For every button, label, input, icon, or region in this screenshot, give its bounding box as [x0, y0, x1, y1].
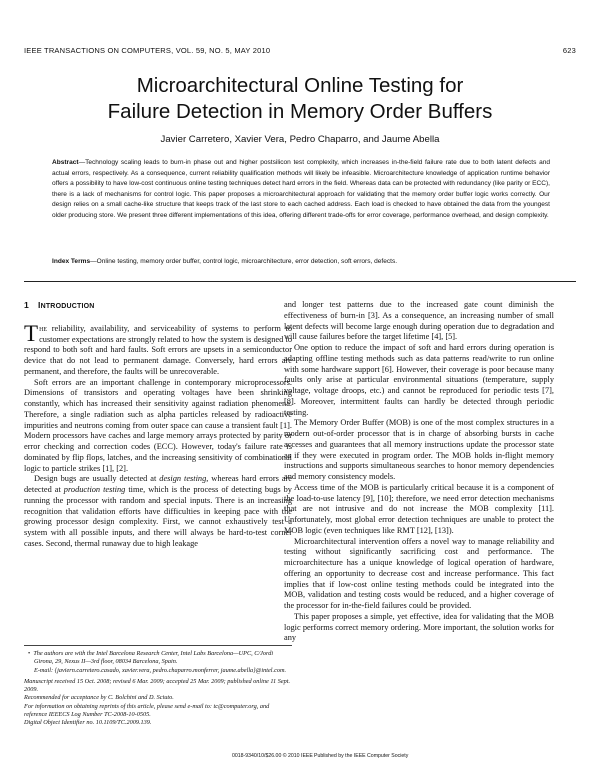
footnote-received — [24, 678, 292, 695]
footnote-recommended — [24, 694, 292, 702]
paper-title — [0, 73, 600, 125]
right-paragraph-3: The Memory Order Buffer (MOB) is one of the most complex structures in a modern out-of-order processor that is in charge of absorbing bursts in cache accesses and guarantees that all memory instructions update the processor state as if they were executed in program order. The MOB holds in-flight memory instructions and supports simultaneous searches to honor memory dependencies and memory consistency models. — [284, 418, 554, 481]
title-line-2: Failure Detection in Memory Order Buffers — [107, 100, 493, 123]
section-title-rest: NTRODUCTION — [40, 303, 95, 310]
p3-emphasis-design-testing: design testing — [159, 474, 207, 484]
index-terms-label: Index Terms — [52, 258, 91, 265]
recommended-text: Recommended for acceptance by C. Bolchini and D. Sciuto. — [24, 694, 174, 702]
bullet-icon: • — [28, 650, 31, 657]
abstract-label: Abstract — [52, 159, 79, 166]
affiliation-text: The authors are with the Intel Barcelona Research Center, Intel Labs Barcelona—UPC, C/Jordi Girona, 29, Nexus II—3rd floor, 08034 Barcelona, Spain. — [33, 650, 274, 666]
intro-paragraph-2: Soft errors are an important challenge in contemporary microprocessors. Dimensions of transistors and operating voltages have been shrinking constantly, which has increased their sensitivity against radiation phenomena. Therefore, a single radiation such as alpha particles released by radioactive impurities and neutrons coming from outer space can cause a transient fault [1]. Modern processors have caches and large memory arrays protected by parity or error checking and correction codes (ECC). However, today's failure rate is dominated by flip flops, latches, and the increasing sensitivity of combinational logic to particle strikes [1], [2]. — [24, 377, 292, 473]
author-list: Javier Carretero, Xavier Vera, Pedro Chaparro, and Jaume Abella — [160, 134, 440, 145]
drop-cap: T — [24, 320, 39, 346]
footnote-emails — [24, 667, 292, 675]
section-heading — [24, 300, 292, 313]
footnote-affiliation — [24, 650, 292, 667]
abstract-text: —Technology scaling leads to burn-in phase out and higher postsilicon test complexity, which increases in-the-field failure rate due to both latent defects and actual errors, respectively. As a consequence, current reliability qualification methods will likely be infeasible. Microarchitecture knowledge of application runtime behavior offers a possibility to have low-cost continuous online testing techniques detect hard errors in the field. Whereas data can be protected with redundancy (like parity or ECC), there is a lack of mechanisms for control logic. This paper proposes a microarchitectural approach for validating that the memory order buffer logic works correctly. Our design relies on a small cache-like structure that keeps track of the last store to each cached address. Each load is checked to have obtained the data from the youngest older producing store. We present three different implementations of this idea, offering different trade-offs for error coverage, performance overhead, and design complexity. — [52, 159, 550, 219]
footnote-reprints — [24, 703, 292, 720]
intro-paragraph-3 — [24, 474, 292, 549]
abstract — [52, 158, 550, 222]
footnote-divider — [24, 645, 292, 646]
footer-issn: 0018-9340/10/$26.00 © 2010 IEEE — [232, 753, 313, 759]
intro-paragraph-1 — [24, 320, 292, 378]
right-column — [284, 300, 554, 644]
footnote-doi — [24, 719, 292, 727]
index-terms-text: —Online testing, memory order buffer, control logic, microarchitecture, error detection, soft errors, defects. — [90, 258, 398, 265]
right-paragraph-2: One option to reduce the impact of soft and hard errors during operation is adapting offline testing methods such as data patterns read/write to run online with some hardware support [6]. However, their coverage is poor because many faults only arise at particular environmental situations (temperature, supply voltage, voltage droops, etc.) and cannot be reproduced for periodic tests [7], [8]. Moreover, intermittent faults can hardly be detected through periodic testing. — [284, 343, 554, 417]
drop-cap-continuation: he — [39, 323, 48, 333]
section-divider — [24, 281, 576, 282]
running-header: IEEE TRANSACTIONS ON COMPUTERS, VOL. 59, NO. 5, MAY 2010 — [24, 46, 271, 55]
right-paragraph-4: Access time of the MOB is particularly critical because it is a component of the load-to-use latency [9], [10]; therefore, we need error detection mechanisms that are not intrusive and do not increase the MOB complexity [11]. Unfortunately, most global error detection techniques are unable to protect the MOB logic (even techniques like RMT [12], [13]). — [284, 482, 554, 535]
p3-part-b: , whereas hard errors are detected at — [24, 474, 292, 494]
section-title-initial: I — [37, 300, 41, 310]
right-paragraph-6: This paper proposes a simple, yet effective, idea for validating that the MOB logic performs correct memory ordering. More important, the solution works for any — [284, 611, 554, 643]
footer-publisher: Published by the IEEE Computer Society — [314, 753, 409, 759]
p3-part-a: Design bugs are usually detected at — [34, 474, 160, 484]
p3-part-c: time, which is the process of detecting bugs by running the processor with random and special inputs. There is an increasing recognition that validation efforts have difficulties in keeping pace with the growing processor design complexity. First, we cannot exhaustively test a system with all possible inputs, and there will always be hard-to-test corner cases. Second, thermal runaway due to high leakage — [24, 485, 292, 548]
reprints-text: For information on obtaining reprints of this article, please send e-mail to: tc@computer.org, and reference IEEECS Log Number TC-2008-10-0505. — [24, 702, 270, 719]
left-column — [24, 300, 292, 550]
section-number: 1 — [24, 300, 29, 310]
title-line-1: Microarchitectural Online Testing for — [136, 74, 464, 97]
page-number: 623 — [562, 46, 576, 55]
index-terms — [52, 257, 550, 267]
right-paragraph-5: Microarchitectural intervention offers a novel way to manage reliability and testing without significantly sacrificing cost and performance. The microarchitecture has a unique knowledge of logical operation of hardware, offering an opportunity to decrease cost and increase performance. This fact implies that if low-cost online testing methods could be integrated into the MOB, validation and testing costs would be reduced, and a higher coverage of the processor for in-the-field failures could be provided. — [284, 536, 554, 610]
p3-emphasis-production-testing: production testing — [63, 485, 126, 494]
doi-text: Digital Object Identifier no. 10.1109/TC.2009.139. — [24, 719, 152, 727]
right-paragraph-1: and longer test patterns due to the increased gate count diminish the effectiveness of burn-in [3]. As a consequence, an increasing number of small latent defects will become large enough during operation due to degradation and will cause failures before the target lifetime [4], [5]. — [284, 300, 554, 342]
intro-paragraph-1-text: reliability, availability, and serviceability of systems to perform to customer expectations are strongly related to how the system is designed to respond to both soft and hard faults. Soft errors are upsets in a semiconductor device that do not lead to permanent damage. Conversely, hard errors are permanent, and therefore, the faults will be unrecoverable. — [24, 323, 292, 376]
footnotes — [24, 650, 292, 728]
emails-text: E-mail: {javiern.carretero.casado, xavier.vera, pedro.chaparro.monferrer, jaume.abella}@intel.com. — [34, 666, 287, 674]
received-text: Manuscript received 15 Oct. 2008; revised 6 Mar. 2009; accepted 25 Mar. 2009; published online 11 Sept. 2009. — [24, 677, 291, 694]
